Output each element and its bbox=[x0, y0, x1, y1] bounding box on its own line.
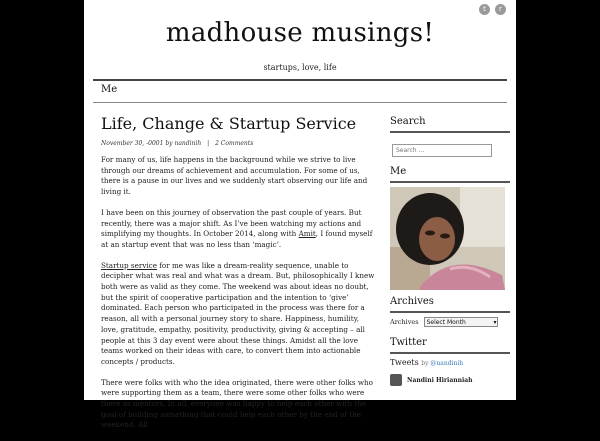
post-paragraph: For many of us, life happens in the background while we strive to live through our dreams of achievement and accumulation. For some of us, there is a pause in our lives and we suddenly start observing our life and living it. bbox=[101, 155, 368, 197]
post-meta bbox=[101, 140, 377, 147]
archives-select[interactable]: Select Month ▾ bbox=[424, 317, 498, 327]
tweets-header bbox=[390, 358, 510, 367]
meta-separator: | bbox=[207, 140, 210, 147]
archives-row bbox=[390, 317, 510, 327]
twitter-icon[interactable]: t bbox=[479, 4, 490, 15]
search-widget-title: Search bbox=[390, 116, 510, 133]
tweet-author[interactable]: Nandini Hirianniah bbox=[407, 376, 473, 384]
post-paragraph: Startup service for me was like a dream-reality sequence, unable to decipher what was real and what was a dream. But, philosophically I knew both were as valid as they come. The weekend was about ideas no doubt, but the spirit of cooperative participation and the intention to ‘give’ dominated. Each person who participated in the process was there for a reason, all with a personal journey story to share. Happiness, humility, love, gratitude, empathy, positivity, productivity, giving & accepting – all people at this 3 day event were about these things. Amidst all the love teams worked on their ideas with care, to convert them into actionable concepts / products. bbox=[101, 260, 375, 366]
header-divider bbox=[93, 79, 507, 81]
tweets-by: by @nandinih bbox=[421, 360, 464, 367]
avatar[interactable] bbox=[390, 374, 402, 386]
archives-widget-title: Archives bbox=[390, 296, 510, 313]
page bbox=[84, 0, 516, 430]
nav-divider bbox=[93, 102, 507, 103]
main-nav bbox=[101, 84, 117, 95]
post-comments-link[interactable]: 2 Comments bbox=[215, 140, 254, 147]
post-title[interactable]: Life, Change & Startup Service bbox=[101, 114, 357, 133]
search-input[interactable] bbox=[392, 144, 492, 157]
post bbox=[101, 114, 377, 441]
post-by: by bbox=[165, 140, 173, 147]
post-author[interactable]: nandinih bbox=[174, 140, 202, 147]
rss-icon[interactable]: r bbox=[495, 4, 506, 15]
startup-service-link[interactable]: Startup service bbox=[101, 260, 157, 270]
post-date[interactable]: November 30, -0001 bbox=[101, 140, 164, 147]
post-paragraph: There were folks with who the idea originated, there were other folks who were supporting them as a team, there were some other folks who were there as mentors. In all, everyone was happy to help each other with the goal of building something that could help each other by the end of the weekend. All bbox=[101, 377, 373, 430]
nav-item-me[interactable]: Me bbox=[101, 84, 118, 95]
post-content bbox=[101, 155, 377, 431]
archives-label: Archives bbox=[390, 318, 419, 326]
me-widget-title: Me bbox=[390, 166, 510, 183]
social-links bbox=[479, 4, 506, 15]
tweets-label[interactable]: Tweets bbox=[390, 358, 419, 367]
tweet-item bbox=[390, 374, 510, 386]
post-paragraph: I have been on this journey of observation the past couple of years. But recently, there was a major shift. As I’ve been watching my actions and simplifying my thoughts. In October 2014, along with Amit, I found myself at an startup event that was no less than ‘magic’. bbox=[101, 207, 373, 249]
site-tagline: startups, love, life bbox=[263, 63, 337, 72]
amit-link[interactable]: Amit bbox=[298, 229, 316, 239]
profile-photo bbox=[390, 187, 505, 290]
sidebar bbox=[390, 116, 510, 386]
twitter-widget-title: Twitter bbox=[390, 337, 510, 354]
twitter-handle-link[interactable]: @nandinih bbox=[430, 360, 464, 367]
site-title[interactable]: madhouse musings! bbox=[165, 18, 435, 48]
chevron-down-icon: ▾ bbox=[493, 318, 497, 326]
